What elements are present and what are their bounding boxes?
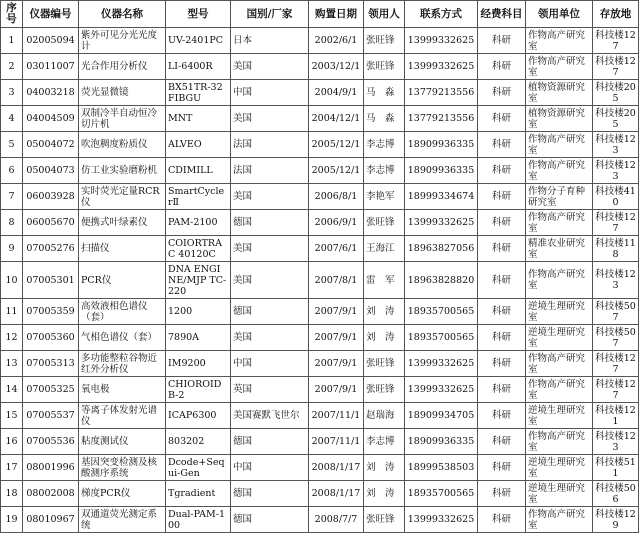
cell-contact: 18963827056 — [405, 236, 478, 262]
table-row — [1, 507, 639, 533]
cell-contact: 18935700565 — [405, 325, 478, 351]
cell-id: 02005094 — [23, 28, 79, 54]
cell-contact: 13999332625 — [405, 351, 478, 377]
table-row — [1, 236, 639, 262]
cell-model: MNT — [166, 106, 231, 132]
cell-fund: 科研 — [478, 403, 526, 429]
table-row — [1, 106, 639, 132]
cell-id: 06005670 — [23, 210, 79, 236]
cell-fund: 科研 — [478, 299, 526, 325]
cell-id: 07005325 — [23, 377, 79, 403]
cell-unit: 精准农业研究室 — [526, 236, 593, 262]
cell-id: 05004073 — [23, 158, 79, 184]
cell-unit: 作物高产研究室 — [526, 262, 593, 299]
cell-date: 2007/11/1 — [309, 429, 364, 455]
cell-date: 2007/8/1 — [309, 262, 364, 299]
cell-unit: 作物分子育种研究室 — [526, 184, 593, 210]
header-user: 领用人 — [364, 1, 405, 28]
cell-name: 实时荧光定量RCR仪 — [79, 184, 166, 210]
cell-name: 梯度PCR仪 — [79, 481, 166, 507]
cell-id: 08010967 — [23, 507, 79, 533]
table-row — [1, 299, 639, 325]
cell-index: 10 — [1, 262, 23, 299]
table-row — [1, 132, 639, 158]
cell-country: 法国 — [231, 158, 309, 184]
cell-date: 2008/7/7 — [309, 507, 364, 533]
cell-model: ICAP6300 — [166, 403, 231, 429]
cell-index: 2 — [1, 54, 23, 80]
cell-unit: 作物高产研究室 — [526, 351, 593, 377]
cell-user: 马 淼 — [364, 106, 405, 132]
cell-model: CHIOROIDB-2 — [166, 377, 231, 403]
cell-model: 1200 — [166, 299, 231, 325]
cell-fund: 科研 — [478, 184, 526, 210]
cell-user: 张旺锋 — [364, 210, 405, 236]
cell-user: 雷 军 — [364, 262, 405, 299]
cell-contact: 18909936335 — [405, 429, 478, 455]
cell-country: 美国 — [231, 106, 309, 132]
cell-contact: 18909936335 — [405, 132, 478, 158]
cell-id: 07005276 — [23, 236, 79, 262]
header-index: 序号 — [1, 1, 23, 28]
cell-date: 2007/9/1 — [309, 351, 364, 377]
table-row — [1, 28, 639, 54]
header-id: 仪器编号 — [23, 1, 79, 28]
cell-user: 刘 涛 — [364, 481, 405, 507]
cell-country: 德国 — [231, 210, 309, 236]
table-row — [1, 325, 639, 351]
cell-model: PAM-2100 — [166, 210, 231, 236]
cell-contact: 18963828820 — [405, 262, 478, 299]
cell-name: PCR仪 — [79, 262, 166, 299]
cell-unit: 作物高产研究室 — [526, 210, 593, 236]
cell-id: 07005301 — [23, 262, 79, 299]
cell-model: Dual-PAM-100 — [166, 507, 231, 533]
cell-name: 等离子体发射光谱仪 — [79, 403, 166, 429]
table-row — [1, 262, 639, 299]
cell-fund: 科研 — [478, 351, 526, 377]
cell-location: 科技楼205 — [593, 80, 639, 106]
cell-fund: 科研 — [478, 80, 526, 106]
cell-user: 李志博 — [364, 429, 405, 455]
table-body — [1, 28, 639, 533]
cell-user: 张旺锋 — [364, 28, 405, 54]
cell-model: IM9200 — [166, 351, 231, 377]
cell-name: 粘度测试仪 — [79, 429, 166, 455]
cell-index: 1 — [1, 28, 23, 54]
cell-fund: 科研 — [478, 28, 526, 54]
cell-id: 03011007 — [23, 54, 79, 80]
cell-user: 张旺锋 — [364, 377, 405, 403]
cell-model: ALVEO — [166, 132, 231, 158]
cell-name: 双制冷半自动恒冷切片机 — [79, 106, 166, 132]
cell-date: 2008/1/17 — [309, 455, 364, 481]
cell-location: 科技楼123 — [593, 132, 639, 158]
cell-id: 04004509 — [23, 106, 79, 132]
table-row — [1, 54, 639, 80]
cell-contact: 18999334674 — [405, 184, 478, 210]
cell-id: 07005536 — [23, 429, 79, 455]
header-name: 仪器名称 — [79, 1, 166, 28]
cell-user: 李志博 — [364, 132, 405, 158]
cell-date: 2002/6/1 — [309, 28, 364, 54]
cell-location: 科技楼118 — [593, 236, 639, 262]
cell-contact: 13999332625 — [405, 28, 478, 54]
cell-user: 王海江 — [364, 236, 405, 262]
cell-contact: 13999332625 — [405, 54, 478, 80]
table-row — [1, 455, 639, 481]
cell-index: 16 — [1, 429, 23, 455]
cell-country: 美国 — [231, 236, 309, 262]
cell-contact: 18935700565 — [405, 299, 478, 325]
cell-location: 科技楼121 — [593, 403, 639, 429]
cell-name: 高效液相色谱仪（套） — [79, 299, 166, 325]
cell-unit: 逆境生理研究室 — [526, 481, 593, 507]
cell-name: 气相色谱仪（套） — [79, 325, 166, 351]
cell-location: 科技楼511 — [593, 455, 639, 481]
cell-unit: 作物高产研究室 — [526, 132, 593, 158]
cell-unit: 作物高产研究室 — [526, 158, 593, 184]
cell-index: 3 — [1, 80, 23, 106]
cell-index: 15 — [1, 403, 23, 429]
cell-index: 11 — [1, 299, 23, 325]
cell-fund: 科研 — [478, 262, 526, 299]
cell-fund: 科研 — [478, 236, 526, 262]
cell-country: 德国 — [231, 299, 309, 325]
cell-name: 紫外可见分光光度计 — [79, 28, 166, 54]
cell-contact: 13999332625 — [405, 210, 478, 236]
cell-name: 扫描仪 — [79, 236, 166, 262]
cell-name: 光合作用分析仪 — [79, 54, 166, 80]
cell-index: 9 — [1, 236, 23, 262]
cell-unit: 植物资源研究室 — [526, 80, 593, 106]
cell-user: 张旺锋 — [364, 351, 405, 377]
cell-id: 08002008 — [23, 481, 79, 507]
cell-unit: 作物高产研究室 — [526, 377, 593, 403]
cell-id: 05004072 — [23, 132, 79, 158]
cell-model: 803202 — [166, 429, 231, 455]
cell-contact: 18935700565 — [405, 481, 478, 507]
table-row — [1, 351, 639, 377]
cell-fund: 科研 — [478, 481, 526, 507]
cell-name: 便携式叶绿素仪 — [79, 210, 166, 236]
cell-country: 美国 — [231, 325, 309, 351]
header-fund: 经费科目 — [478, 1, 526, 28]
cell-id: 07005537 — [23, 403, 79, 429]
table-row — [1, 158, 639, 184]
cell-fund: 科研 — [478, 377, 526, 403]
table-row — [1, 481, 639, 507]
cell-country: 美国 — [231, 54, 309, 80]
cell-model: LI-6400R — [166, 54, 231, 80]
cell-model: BX51TR-32FIBGU — [166, 80, 231, 106]
cell-unit: 作物高产研究室 — [526, 507, 593, 533]
table-row — [1, 184, 639, 210]
cell-country: 中国 — [231, 455, 309, 481]
cell-fund: 科研 — [478, 325, 526, 351]
header-date: 购置日期 — [309, 1, 364, 28]
cell-model: SmartCyclerⅡ — [166, 184, 231, 210]
cell-country: 法国 — [231, 132, 309, 158]
cell-id: 04003218 — [23, 80, 79, 106]
cell-date: 2007/11/1 — [309, 403, 364, 429]
cell-date: 2007/9/1 — [309, 299, 364, 325]
cell-index: 5 — [1, 132, 23, 158]
cell-unit: 逆境生理研究室 — [526, 299, 593, 325]
cell-country: 中国 — [231, 80, 309, 106]
cell-name: 基因突变检测及核酸测序系统 — [79, 455, 166, 481]
table-row — [1, 210, 639, 236]
cell-index: 12 — [1, 325, 23, 351]
table-row — [1, 80, 639, 106]
cell-contact: 13779213556 — [405, 80, 478, 106]
header-country: 国别/厂家 — [231, 1, 309, 28]
cell-contact: 13779213556 — [405, 106, 478, 132]
cell-fund: 科研 — [478, 132, 526, 158]
cell-location: 科技楼123 — [593, 158, 639, 184]
cell-fund: 科研 — [478, 54, 526, 80]
cell-index: 14 — [1, 377, 23, 403]
cell-contact: 18999538503 — [405, 455, 478, 481]
cell-location: 科技楼127 — [593, 210, 639, 236]
cell-country: 英国 — [231, 377, 309, 403]
cell-unit: 逆境生理研究室 — [526, 325, 593, 351]
cell-country: 日本 — [231, 28, 309, 54]
cell-country: 德国 — [231, 481, 309, 507]
table-row — [1, 429, 639, 455]
cell-location: 科技楼127 — [593, 351, 639, 377]
header-location: 存放地 — [593, 1, 639, 28]
cell-country: 美国 — [231, 262, 309, 299]
cell-name: 多功能整粒谷物近红外分析仪 — [79, 351, 166, 377]
cell-contact: 18909936335 — [405, 158, 478, 184]
cell-date: 2004/12/1 — [309, 106, 364, 132]
cell-country: 中国 — [231, 351, 309, 377]
cell-fund: 科研 — [478, 210, 526, 236]
table-row — [1, 377, 639, 403]
cell-location: 科技楼127 — [593, 54, 639, 80]
cell-date: 2003/12/1 — [309, 54, 364, 80]
cell-name: 荧光显微镜 — [79, 80, 166, 106]
cell-model: 7890A — [166, 325, 231, 351]
cell-user: 张旺锋 — [364, 507, 405, 533]
cell-location: 科技楼127 — [593, 28, 639, 54]
header-row — [1, 1, 639, 28]
header-contact: 联系方式 — [405, 1, 478, 28]
cell-index: 19 — [1, 507, 23, 533]
cell-date: 2005/12/1 — [309, 132, 364, 158]
cell-fund: 科研 — [478, 106, 526, 132]
cell-model: CDIMILL — [166, 158, 231, 184]
cell-model: Dcode+Sequi-Gen — [166, 455, 231, 481]
cell-location: 科技楼123 — [593, 262, 639, 299]
cell-name: 双通道荧光测定系统 — [79, 507, 166, 533]
cell-name: 氧电极 — [79, 377, 166, 403]
cell-index: 18 — [1, 481, 23, 507]
cell-date: 2007/9/1 — [309, 325, 364, 351]
cell-user: 刘 涛 — [364, 455, 405, 481]
cell-location: 科技楼129 — [593, 507, 639, 533]
cell-index: 17 — [1, 455, 23, 481]
cell-date: 2007/6/1 — [309, 236, 364, 262]
cell-model: DNA ENGINE/MJP TC-220 — [166, 262, 231, 299]
cell-id: 07005360 — [23, 325, 79, 351]
cell-country: 德国 — [231, 429, 309, 455]
cell-location: 科技楼507 — [593, 325, 639, 351]
cell-location: 科技楼123 — [593, 429, 639, 455]
cell-index: 6 — [1, 158, 23, 184]
cell-country: 德国 — [231, 507, 309, 533]
cell-date: 2004/9/1 — [309, 80, 364, 106]
cell-fund: 科研 — [478, 429, 526, 455]
cell-user: 李志博 — [364, 158, 405, 184]
cell-user: 张旺锋 — [364, 54, 405, 80]
cell-unit: 作物高产研究室 — [526, 28, 593, 54]
cell-location: 科技楼127 — [593, 377, 639, 403]
cell-fund: 科研 — [478, 158, 526, 184]
cell-index: 4 — [1, 106, 23, 132]
cell-user: 刘 涛 — [364, 299, 405, 325]
header-unit: 领用单位 — [526, 1, 593, 28]
cell-unit: 逆境生理研究室 — [526, 403, 593, 429]
cell-country: 美国 — [231, 184, 309, 210]
cell-unit: 作物高产研究室 — [526, 54, 593, 80]
cell-location: 科技楼205 — [593, 106, 639, 132]
cell-index: 7 — [1, 184, 23, 210]
cell-fund: 科研 — [478, 507, 526, 533]
cell-index: 13 — [1, 351, 23, 377]
cell-model: Tgradient — [166, 481, 231, 507]
cell-name: 仿工业实验磨粉机 — [79, 158, 166, 184]
cell-user: 刘 涛 — [364, 325, 405, 351]
cell-location: 科技楼410 — [593, 184, 639, 210]
cell-date: 2006/8/1 — [309, 184, 364, 210]
cell-date: 2008/1/17 — [309, 481, 364, 507]
cell-contact: 13999332625 — [405, 507, 478, 533]
table-row — [1, 403, 639, 429]
cell-id: 07005359 — [23, 299, 79, 325]
cell-fund: 科研 — [478, 455, 526, 481]
cell-user: 李艳军 — [364, 184, 405, 210]
cell-unit: 作物高产研究室 — [526, 429, 593, 455]
cell-contact: 18909934705 — [405, 403, 478, 429]
cell-date: 2005/12/1 — [309, 158, 364, 184]
cell-id: 06003928 — [23, 184, 79, 210]
cell-location: 科技楼506 — [593, 481, 639, 507]
cell-model: COIORTRAC 40120C — [166, 236, 231, 262]
cell-country: 美国赛默飞世尔 — [231, 403, 309, 429]
cell-location: 科技楼507 — [593, 299, 639, 325]
cell-date: 2007/9/1 — [309, 377, 364, 403]
cell-contact: 13999332625 — [405, 377, 478, 403]
cell-unit: 植物资源研究室 — [526, 106, 593, 132]
cell-id: 08001996 — [23, 455, 79, 481]
cell-index: 8 — [1, 210, 23, 236]
cell-date: 2006/9/1 — [309, 210, 364, 236]
cell-name: 吹泡稠度粉质仪 — [79, 132, 166, 158]
cell-model: UV-2401PC — [166, 28, 231, 54]
header-model: 型号 — [166, 1, 231, 28]
cell-user: 马 淼 — [364, 80, 405, 106]
cell-user: 赵瑞海 — [364, 403, 405, 429]
cell-id: 07005313 — [23, 351, 79, 377]
cell-unit: 逆境生理研究室 — [526, 455, 593, 481]
